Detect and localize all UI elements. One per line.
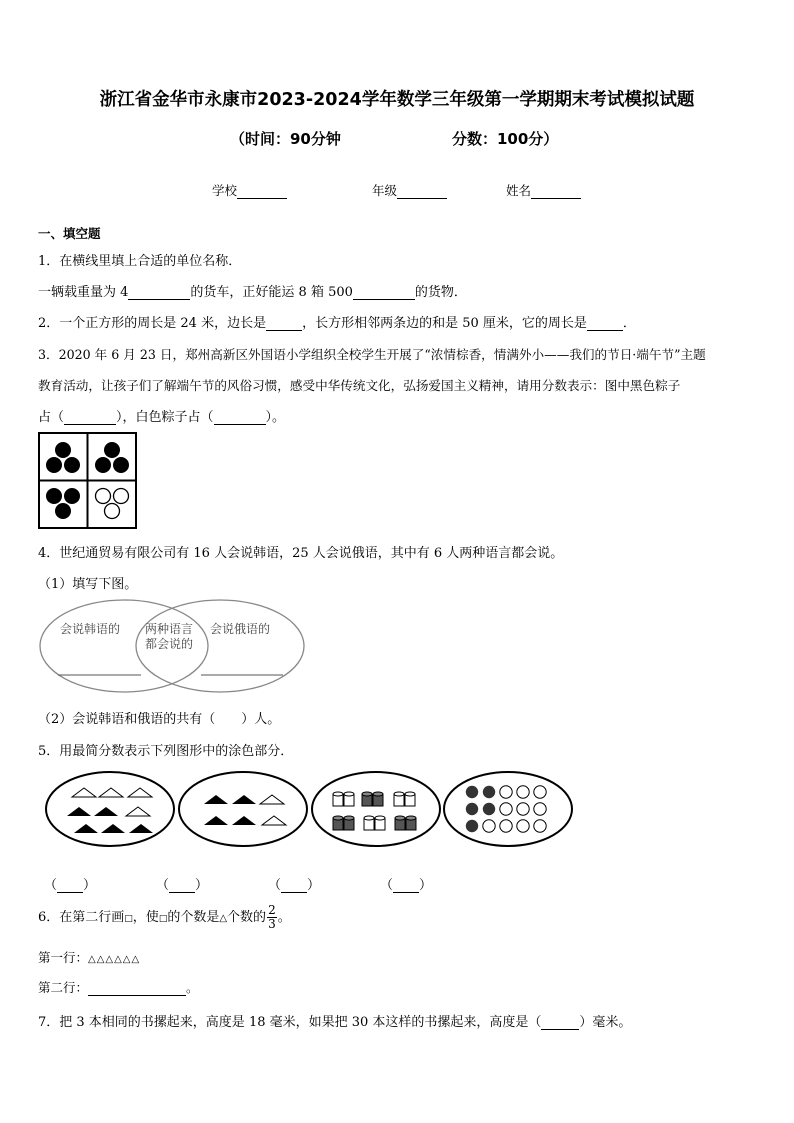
- dot-white: [517, 803, 529, 815]
- q3-text-c: ）。: [265, 410, 286, 425]
- venn-mid-label-1: 两种语言: [145, 622, 194, 636]
- triangle-black: [101, 824, 125, 833]
- figure-1-ellipse: [46, 772, 174, 846]
- school-blank[interactable]: [237, 185, 287, 199]
- grade-blank[interactable]: [397, 185, 447, 199]
- triangle-white: [72, 788, 96, 797]
- q1-text-c: 的货物．: [414, 285, 467, 300]
- triangle-black: [129, 824, 153, 833]
- q6-row-1: [38, 948, 140, 966]
- venn-right-label: 会说俄语的: [210, 622, 271, 636]
- black-zongzi: [95, 457, 111, 473]
- q3-line-3: [38, 406, 285, 425]
- dot-white: [534, 820, 546, 832]
- triangle-black: [204, 795, 228, 804]
- triangle-black: [74, 824, 98, 833]
- q4-part2: （2）会说韩语和俄语的共有（ ）人。: [38, 712, 281, 727]
- q2-text-b: ，长方形相邻两条边的和是 50 厘米，它的周长是: [302, 316, 587, 331]
- triangle-black: [232, 795, 256, 804]
- triangle-black: [232, 816, 256, 825]
- q2-text-c: ．: [622, 316, 636, 331]
- triangle-icon: △: [219, 913, 228, 924]
- school-label: 学校: [212, 183, 238, 198]
- dot-black: [483, 803, 495, 815]
- triangle-white: [128, 788, 152, 797]
- exam-score: 分数：100分）: [452, 130, 559, 148]
- triangle-black: [204, 816, 228, 825]
- row1-triangles: △△△△△△: [88, 954, 141, 965]
- q6-text-b: ，使: [132, 910, 159, 925]
- q5-answer-2[interactable]: （ ）: [156, 878, 209, 893]
- figure-3-ellipse: [312, 772, 440, 846]
- q3-line-1: 3．2020 年 6 月 23 日，郑州高新区外国语小学组织全校学生开展了“浓情棕香，情满外小——我们的节日·端午节”主题: [38, 347, 706, 362]
- dot-white: [500, 820, 512, 832]
- dot-black: [483, 786, 495, 798]
- q3-text-a: 占（: [38, 410, 65, 425]
- triangle-white: [99, 788, 123, 797]
- square-icon: □: [124, 914, 133, 924]
- black-zongzi: [104, 442, 120, 458]
- q1-text-b: 的货车，正好能运 8 箱 500: [190, 285, 353, 300]
- q7-text-a: 7．把 3 本相同的书摞起来，高度是 18 毫米，如果把 30 本这样的书摞起来，高度是（: [38, 1015, 542, 1030]
- name-label: 姓名: [506, 183, 532, 198]
- triangle-white: [262, 816, 286, 825]
- q5-stem: 5．用最简分数表示下列图形中的涂色部分．: [38, 744, 294, 759]
- dot-group: [466, 786, 546, 832]
- figure-2-ellipse: [179, 772, 307, 846]
- q5-answer-1[interactable]: （ ）: [44, 878, 97, 893]
- q6-text-e: 。: [277, 910, 291, 925]
- black-zongzi: [64, 488, 80, 504]
- grade-label: 年级: [372, 183, 398, 198]
- black-zongzi: [55, 442, 71, 458]
- venn-left-label: 会说韩语的: [60, 622, 121, 636]
- dot-white: [517, 820, 529, 832]
- q2-blank-2[interactable]: [587, 316, 623, 331]
- row2-blank[interactable]: [88, 981, 186, 996]
- venn-diagram: [38, 598, 308, 698]
- dot-black: [466, 786, 478, 798]
- triangle-white: [126, 807, 150, 816]
- q1-blank-1[interactable]: [128, 285, 190, 300]
- q6-row-2: [38, 978, 199, 996]
- q3-blank-2[interactable]: [214, 410, 266, 425]
- white-zongzi: [114, 489, 129, 504]
- white-zongzi: [105, 504, 120, 519]
- q3-blank-1[interactable]: [64, 410, 116, 425]
- cylinder-group: [333, 792, 416, 830]
- q6-text-a: 6．在第二行画: [38, 910, 125, 925]
- school-field: [212, 181, 287, 199]
- q5-answer-3[interactable]: （ ）: [268, 878, 321, 893]
- q7-text-b: ）毫米。: [579, 1015, 632, 1030]
- q2-blank-1[interactable]: [266, 316, 302, 331]
- dot-black: [466, 820, 478, 832]
- q1-line: [38, 281, 467, 300]
- venn-mid-label-2: 都会说的: [145, 637, 194, 651]
- q1-stem: 1．在横线里填上合适的单位名称．: [38, 254, 242, 269]
- fraction-two-thirds: $\frac{2}{3}$: [268, 903, 276, 931]
- q6-line: [38, 902, 291, 935]
- black-zongzi: [113, 457, 129, 473]
- name-field: [506, 181, 581, 199]
- page-title: 浙江省金华市永康市2023-2024学年数学三年级第一学期期末考试模拟试题: [99, 90, 695, 110]
- q5-figures: [44, 770, 574, 850]
- q2-text-a: 2．一个正方形的周长是 24 米，边长是: [38, 316, 267, 331]
- name-blank[interactable]: [531, 185, 581, 199]
- dot-white: [534, 803, 546, 815]
- q3-line-2: 教育活动，让孩子们了解端午节的风俗习惯，感受中华传统文化，弘扬爱国主义精神，请用分数表示：图中黑色粽子: [38, 378, 681, 393]
- black-zongzi: [64, 457, 80, 473]
- q1-blank-2[interactable]: [353, 285, 415, 300]
- dot-white: [500, 803, 512, 815]
- dot-white: [534, 786, 546, 798]
- q4-stem: 4．世纪通贸易有限公司有 16 人会说韩语，25 人会说俄语，其中有 6 人两种语言都会说。: [38, 546, 564, 561]
- grade-field: [372, 181, 447, 199]
- row2-end: 。: [186, 980, 199, 995]
- row1-label: 第一行：: [38, 950, 89, 965]
- section-title: 一、填空题: [38, 226, 101, 241]
- q7-line: [38, 1011, 631, 1030]
- dot-black: [466, 803, 478, 815]
- triangle-black: [94, 807, 118, 816]
- q3-text-b: ），白色粽子占（: [116, 410, 214, 425]
- exam-time: （时间：90分钟: [230, 130, 341, 148]
- zongzi-grid: [38, 432, 138, 530]
- q4-part1: （1）填写下图。: [38, 577, 138, 592]
- dot-white: [483, 820, 495, 832]
- q6-text-c: 的个数是: [167, 910, 220, 925]
- q6-text-d: 个数的: [227, 910, 267, 925]
- dot-white: [500, 786, 512, 798]
- black-zongzi: [55, 503, 71, 519]
- dot-white: [517, 786, 529, 798]
- triangle-black: [67, 807, 91, 816]
- black-zongzi: [46, 457, 62, 473]
- black-zongzi: [46, 488, 62, 504]
- white-zongzi: [96, 489, 111, 504]
- q5-answer-4[interactable]: （ ）: [380, 878, 433, 893]
- q2-line: [38, 312, 636, 331]
- q1-text-a: 一辆载重量为 4: [38, 285, 129, 300]
- q7-blank[interactable]: [541, 1015, 579, 1030]
- triangle-white: [260, 795, 284, 804]
- row2-label: 第二行：: [38, 980, 89, 995]
- square-icon: □: [158, 914, 168, 924]
